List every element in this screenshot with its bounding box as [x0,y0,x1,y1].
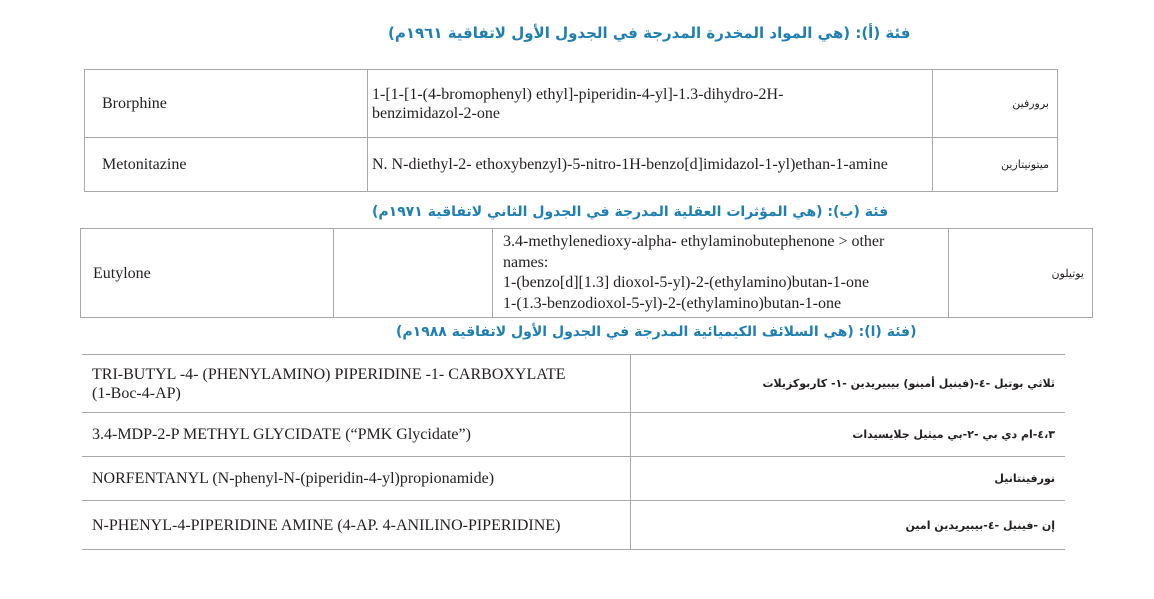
substance-name: Metonitazine [85,138,368,192]
arabic-name: ٤،٣-ام دي بي -٢-بي ميثيل جلايسيدات [631,413,1066,457]
english-name-line: 3.4-MDP-2-P METHYL GLYCIDATE (“PMK Glycidate”) [92,426,471,443]
arabic-name: نورفينتانيل [631,457,1066,501]
chemical-name-line: 1-[1-[1-(4-bromophenyl) ethyl]-piperidin-4-yl]-1.3-dihydro-2H- [372,85,784,103]
heading-schedule1-1961: فئة (أ): (هي المواد المخدرة المدرجة في الجدول الأول لاتفاقية ١٩٦١م) [388,24,911,42]
english-name [82,501,631,550]
english-name [82,413,631,457]
english-name-line: TRI-BUTYL -4- (PHENYLAMINO) PIPERIDINE -1- CARBOXYLATE [92,365,566,383]
substance-name: Eutylone [81,229,334,318]
chemical-name-line: benzimidazol-2-one [372,104,500,122]
chemical-name-line: names: [503,253,549,271]
chemical-name-line: N. N-diethyl-2- ethoxybenzyl)-5-nitro-1H-benzo[d]imidazol-1-yl)ethan-1-amine [372,156,888,173]
table-narcotics-1961 [84,69,1058,192]
arabic-name: برورفين [933,70,1058,138]
chemical-name [368,138,933,192]
english-name-line: (1-Boc-4-AP) [92,384,181,402]
table-row [82,413,1065,457]
arabic-name: إن -فينيل -٤-بيبيريدين امين [631,501,1066,550]
chemical-name-line: 3.4-methylenedioxy-alpha- ethylaminobutephenone > other [503,233,885,250]
table-row [85,138,1058,192]
table-row [82,457,1065,501]
table-row [85,70,1058,138]
chemical-name [493,229,949,318]
english-name-line: N-PHENYL-4-PIPERIDINE AMINE (4-AP. 4-ANILINO-PIPERIDINE) [92,516,561,534]
arabic-name: ميتونيتازين [933,138,1058,192]
table-row [82,501,1065,550]
english-name-line: NORFENTANYL (N-phenyl-N-(piperidin-4-yl)propionamide) [92,470,495,487]
arabic-name: يوتيلون [949,229,1093,318]
chemical-name-line: 1-(benzo[d][1.3] dioxol-5-yl)-2-(ethylamino)butan-1-one [503,274,870,291]
table-row [82,355,1065,413]
chemical-name-line: 1-(1.3-benzodioxol-5-yl)-2-(ethylamino)butan-1-one [503,294,842,312]
substance-name: Brorphine [85,70,368,138]
table-row [81,229,1093,318]
table-precursors-1988 [82,354,1065,550]
arabic-name: ثلاثي بوتيل -٤-(فينيل أمينو) بيبيريدين -١- كاربوكزيلات [631,355,1066,413]
english-name [82,355,631,413]
heading-schedule2-1971: فئة (ب): (هي المؤثرات العقلية المدرجة في الجدول الثاني لاتفاقية ١٩٧١م) [372,204,889,220]
empty-cell [334,229,493,318]
heading-precursors-1988: (فئة (ا): (هي السلائف الكيميائية المدرجة في الجدول الأول لاتفاقية ١٩٨٨م) [396,324,917,340]
english-name [82,457,631,501]
table-psychotropics-1971 [80,228,1093,318]
chemical-name [368,70,933,138]
